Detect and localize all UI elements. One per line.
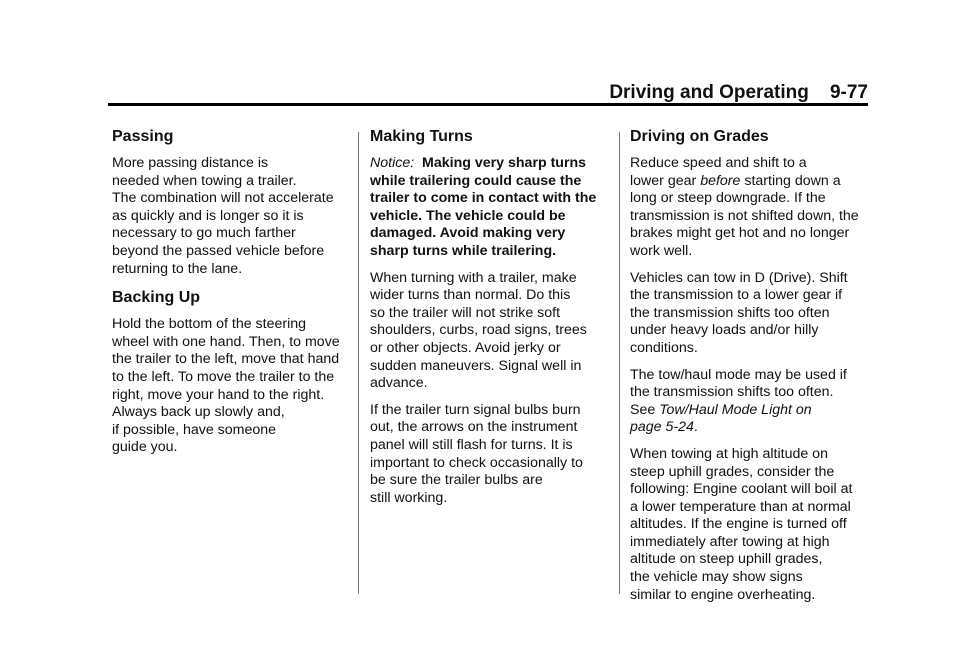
column-2 (370, 128, 608, 516)
text-line: panel will still flash for turns. It is (370, 436, 573, 453)
text-line: long or steep downgrade. If the (630, 190, 826, 207)
text-line (630, 419, 870, 437)
text-line: When towing at high altitude on (630, 445, 828, 462)
header-rule (108, 103, 868, 106)
text-line: the transmission shifts too often. (630, 384, 834, 401)
text-line: When turning with a trailer, make (370, 269, 577, 286)
text-line: If the trailer turn signal bulbs burn (370, 401, 581, 418)
text-line: returning to the lane. (112, 260, 243, 277)
text-line: needed when towing a trailer. (112, 172, 297, 189)
text-line: altitudes. If the engine is turned off (630, 516, 847, 533)
text-line: similar to engine overheating. (630, 586, 816, 603)
backing-up-heading: Backing Up (112, 289, 201, 307)
text-line: under heavy loads and/or hilly (630, 322, 819, 339)
cross-reference-link[interactable]: Tow/Haul Mode Light on (659, 401, 812, 418)
reduce-speed-paragraph (630, 155, 870, 261)
cross-reference-page[interactable]: page 5-24 (630, 419, 694, 436)
text-line: vehicle. The vehicle could be (370, 207, 566, 224)
high-altitude-paragraph (630, 446, 870, 604)
text-line: trailer to come in contact with the (370, 190, 597, 207)
text-line: sharp turns while trailering. (370, 242, 557, 259)
text-line: wheel with one hand. Then, to move (112, 333, 340, 350)
text-line: if possible, have someone (112, 421, 277, 438)
text-fragment: See (630, 401, 660, 418)
text-line: still working. (370, 489, 448, 506)
turn-signal-paragraph (370, 402, 608, 508)
text-line: damaged. Avoid making very (370, 225, 566, 242)
section-title: Driving and Operating (609, 82, 809, 103)
text-line: the trailer to the left, move that hand (112, 351, 340, 368)
text-line (370, 155, 608, 173)
text-line: the transmission shifts too often (630, 304, 830, 321)
passing-heading: Passing (112, 128, 174, 145)
making-turns-heading: Making Turns (370, 128, 473, 145)
text-line: Vehicles can tow in D (Drive). Shift (630, 269, 848, 286)
text-line: conditions. (630, 339, 698, 356)
text-line: Hold the bottom of the steering (112, 316, 307, 333)
text-line: shoulders, curbs, road signs, trees (370, 322, 587, 339)
column-1 (112, 128, 348, 466)
text-line: important to check occasionally to (370, 454, 583, 471)
header-title (609, 82, 868, 104)
text-fragment: . (693, 419, 698, 436)
tow-drive-paragraph (630, 270, 870, 358)
text-fragment: lower gear (630, 172, 701, 189)
text-line: brakes might get hot and no longer (630, 225, 850, 242)
text-line: as quickly and is longer so it is (112, 207, 304, 224)
notice-label: Notice: (370, 155, 415, 171)
text-line: be sure the trailer bulbs are (370, 472, 543, 489)
text-line: Always back up slowly and, (112, 404, 285, 421)
text-fragment: starting down a (740, 172, 841, 189)
column-3 (630, 128, 870, 613)
text-line: wider turns than normal. Do this (370, 287, 571, 304)
notice-paragraph (370, 155, 608, 261)
text-line: The tow/haul mode may be used if (630, 366, 847, 383)
text-line: altitude on steep uphill grades, (630, 551, 823, 568)
text-line: right, move your hand to the right. (112, 386, 325, 403)
text-line: a lower temperature than at normal (630, 498, 851, 515)
text-line (630, 173, 870, 191)
notice-text: Making very sharp turns (422, 155, 587, 171)
text-line: work well. (630, 242, 693, 259)
text-line: transmission is not shifted down, the (630, 207, 859, 224)
text-line (630, 402, 870, 420)
text-line: the vehicle may show signs (630, 569, 803, 586)
text-line: advance. (370, 375, 428, 392)
tow-haul-paragraph (630, 367, 870, 437)
text-line: to the left. To move the trailer to the (112, 368, 335, 385)
column-divider (358, 132, 359, 594)
text-line: immediately after towing at high (630, 533, 830, 550)
emphasis-text: before (700, 172, 741, 189)
text-line: sudden maneuvers. Signal well in (370, 357, 582, 374)
text-line: while trailering could cause the (370, 172, 582, 189)
turning-paragraph (370, 270, 608, 393)
text-line: following: Engine coolant will boil at (630, 481, 853, 498)
passing-paragraph (112, 155, 348, 278)
text-line: guide you. (112, 439, 178, 456)
text-line: or other objects. Avoid jerky or (370, 339, 561, 356)
text-line: so the trailer will not strike soft (370, 304, 561, 321)
text-line: steep uphill grades, consider the (630, 463, 835, 480)
column-divider (619, 132, 620, 594)
text-line: the transmission to a lower gear if (630, 287, 843, 304)
text-line: More passing distance is (112, 155, 269, 171)
page-header (108, 78, 868, 106)
driving-on-grades-heading: Driving on Grades (630, 128, 769, 145)
text-line: beyond the passed vehicle before (112, 242, 325, 259)
text-line: out, the arrows on the instrument (370, 419, 578, 436)
text-line: Reduce speed and shift to a (630, 155, 807, 171)
text-line: necessary to go much farther (112, 225, 296, 242)
backing-up-paragraph (112, 316, 348, 457)
page-number: 9-77 (829, 82, 868, 103)
text-line: The combination will not accelerate (112, 190, 334, 207)
